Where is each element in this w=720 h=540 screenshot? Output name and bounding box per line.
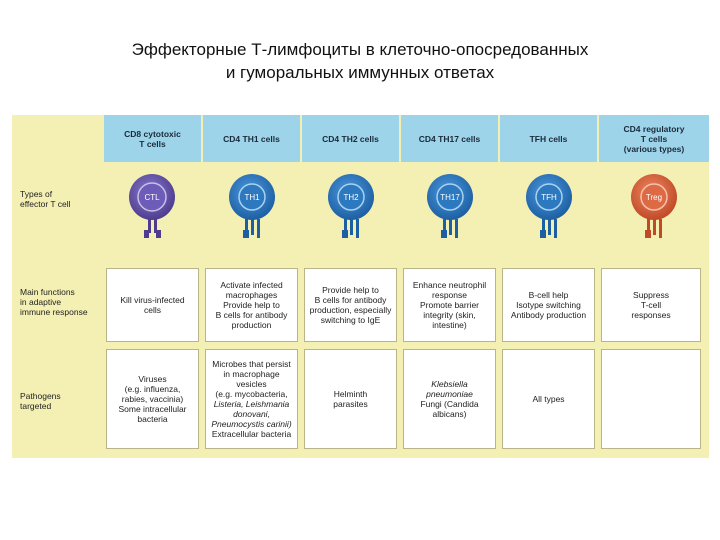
cell-label-treg: Treg (645, 193, 663, 202)
effector-t-cell-table (12, 115, 709, 458)
cell-text-line: Pneumocystis carinii) (211, 419, 292, 429)
row-label-types (20, 189, 71, 209)
slide-title-line-1: Эффекторные Т-лимфоциты в клеточно-опосредованных (131, 40, 589, 59)
cell-text-line: Listeria, Leishmania (213, 399, 290, 409)
column-header-cd8-ctl (104, 115, 201, 162)
cell-text-line: integrity (skin, (423, 310, 476, 320)
function-cell-treg (601, 268, 701, 342)
cell-text-line: responses (631, 310, 671, 320)
cell-text-line: Extracellular bacteria (211, 429, 292, 439)
function-cell-th17 (403, 268, 496, 342)
cell-text-line: production, especially (309, 305, 392, 315)
column-header-line: CD4 TH17 cells (418, 133, 481, 144)
cell-label-tfh: TFH (541, 193, 557, 202)
column-header-line: CD4 TH1 cells (223, 133, 280, 144)
column-header-th2 (302, 115, 399, 162)
cell-text-line: Suppress (633, 290, 669, 300)
cell-text-line: All types (532, 394, 565, 404)
column-header-line: T cells (640, 133, 668, 144)
cell-text-line: Fungi (Candida (420, 399, 479, 409)
cell-illustrations (104, 162, 709, 262)
column-header-line: TFH cells (529, 133, 568, 144)
cell-text-line: bacteria (137, 414, 168, 424)
cell-label-th2: TH2 (343, 193, 359, 202)
cell-label-th17: TH17 (440, 193, 460, 202)
column-header-line: CD4 regulatory (623, 123, 685, 134)
row-label-line: Types of (20, 189, 53, 199)
th1-cell-icon (229, 174, 275, 238)
cell-text-line: cells (143, 305, 161, 315)
row-label-functions (20, 287, 88, 317)
cell-text-line: Antibody production (510, 310, 587, 320)
th2-cell-icon (328, 174, 374, 238)
pathogen-cell-th2 (304, 349, 397, 449)
cell-text-line: Provide help to (322, 285, 379, 295)
cell-text-line: Promote barrier (419, 300, 480, 310)
row-label-line: in adaptive (20, 297, 62, 307)
cell-text-line: Enhance neutrophil (412, 280, 487, 290)
cell-text-line: production (231, 320, 272, 330)
function-cell-th1 (205, 268, 298, 342)
cell-text-line: B cells for antibody (314, 295, 387, 305)
cell-text-line: parasites (333, 399, 368, 409)
cell-text-line: (e.g. influenza, (124, 384, 181, 394)
cell-text-line: Helminth (333, 389, 368, 399)
cell-text-line: Isotype switching (516, 300, 581, 310)
cell-text-line: Activate infected (220, 280, 283, 290)
pathogen-cell-tfh (502, 349, 595, 449)
cell-text-line: vesicles (236, 379, 267, 389)
row-label-line: effector T cell (20, 199, 71, 209)
cell-text-line: rabies, vaccinia) (121, 394, 184, 404)
column-header-tfh (500, 115, 597, 162)
column-header-th1 (203, 115, 300, 162)
cell-text-line: T-cell (640, 300, 662, 310)
slide-title (60, 38, 660, 84)
cell-text-line: Klebsiella (431, 379, 468, 389)
cell-text-line: intestine) (432, 320, 467, 330)
cell-label-th1: TH1 (244, 193, 260, 202)
cell-text-line: Provide help to (223, 300, 280, 310)
slide-title-line-2: и гуморальных иммунных ответах (225, 63, 495, 82)
pathogen-cell-th1 (205, 349, 298, 449)
cell-text-line: Viruses (138, 374, 167, 384)
cell-text-line: (e.g. mycobacteria, (215, 389, 288, 399)
column-header-line: CD8 cytotoxic (124, 128, 181, 139)
ctl-cell-icon (129, 174, 175, 238)
pathogen-cell-ctl (106, 349, 199, 449)
tfh-cell-icon (526, 174, 572, 238)
column-header-treg (599, 115, 709, 162)
pathogen-cell-th17 (403, 349, 496, 449)
function-cell-th2 (304, 268, 397, 342)
cell-text-line: Some intracellular (118, 404, 187, 414)
row-label-line: immune response (20, 307, 88, 317)
column-header-line: CD4 TH2 cells (322, 133, 379, 144)
cell-text-line: albicans) (432, 409, 467, 419)
row-label-pathogens (20, 391, 61, 411)
cell-label-ctl: CTL (144, 193, 160, 202)
cell-text-line: pneumoniae (426, 389, 473, 399)
pathogen-cell-treg (601, 349, 701, 449)
cell-text-line: macrophages (225, 290, 278, 300)
cell-text-line: response (432, 290, 467, 300)
cell-text-line: in macrophage (223, 369, 280, 379)
row-label-line: targeted (20, 401, 52, 411)
cell-text-line: B cells for antibody (215, 310, 288, 320)
column-header-line: (various types) (623, 143, 685, 154)
row-label-line: Main functions (20, 287, 75, 297)
cell-text-line: B-cell help (528, 290, 569, 300)
cell-text-line: Microbes that persist (212, 359, 291, 369)
row-label-line: Pathogens (20, 391, 61, 401)
function-cell-ctl (106, 268, 199, 342)
column-header-th17 (401, 115, 498, 162)
treg-cell-icon (631, 174, 677, 238)
cell-text-line: switching to IgE (320, 315, 381, 325)
th17-cell-icon (427, 174, 473, 238)
column-header-line: T cells (139, 138, 166, 149)
function-cell-tfh (502, 268, 595, 342)
cell-text-line: donovani, (233, 409, 270, 419)
cell-text-line: Kill virus-infected (120, 295, 185, 305)
